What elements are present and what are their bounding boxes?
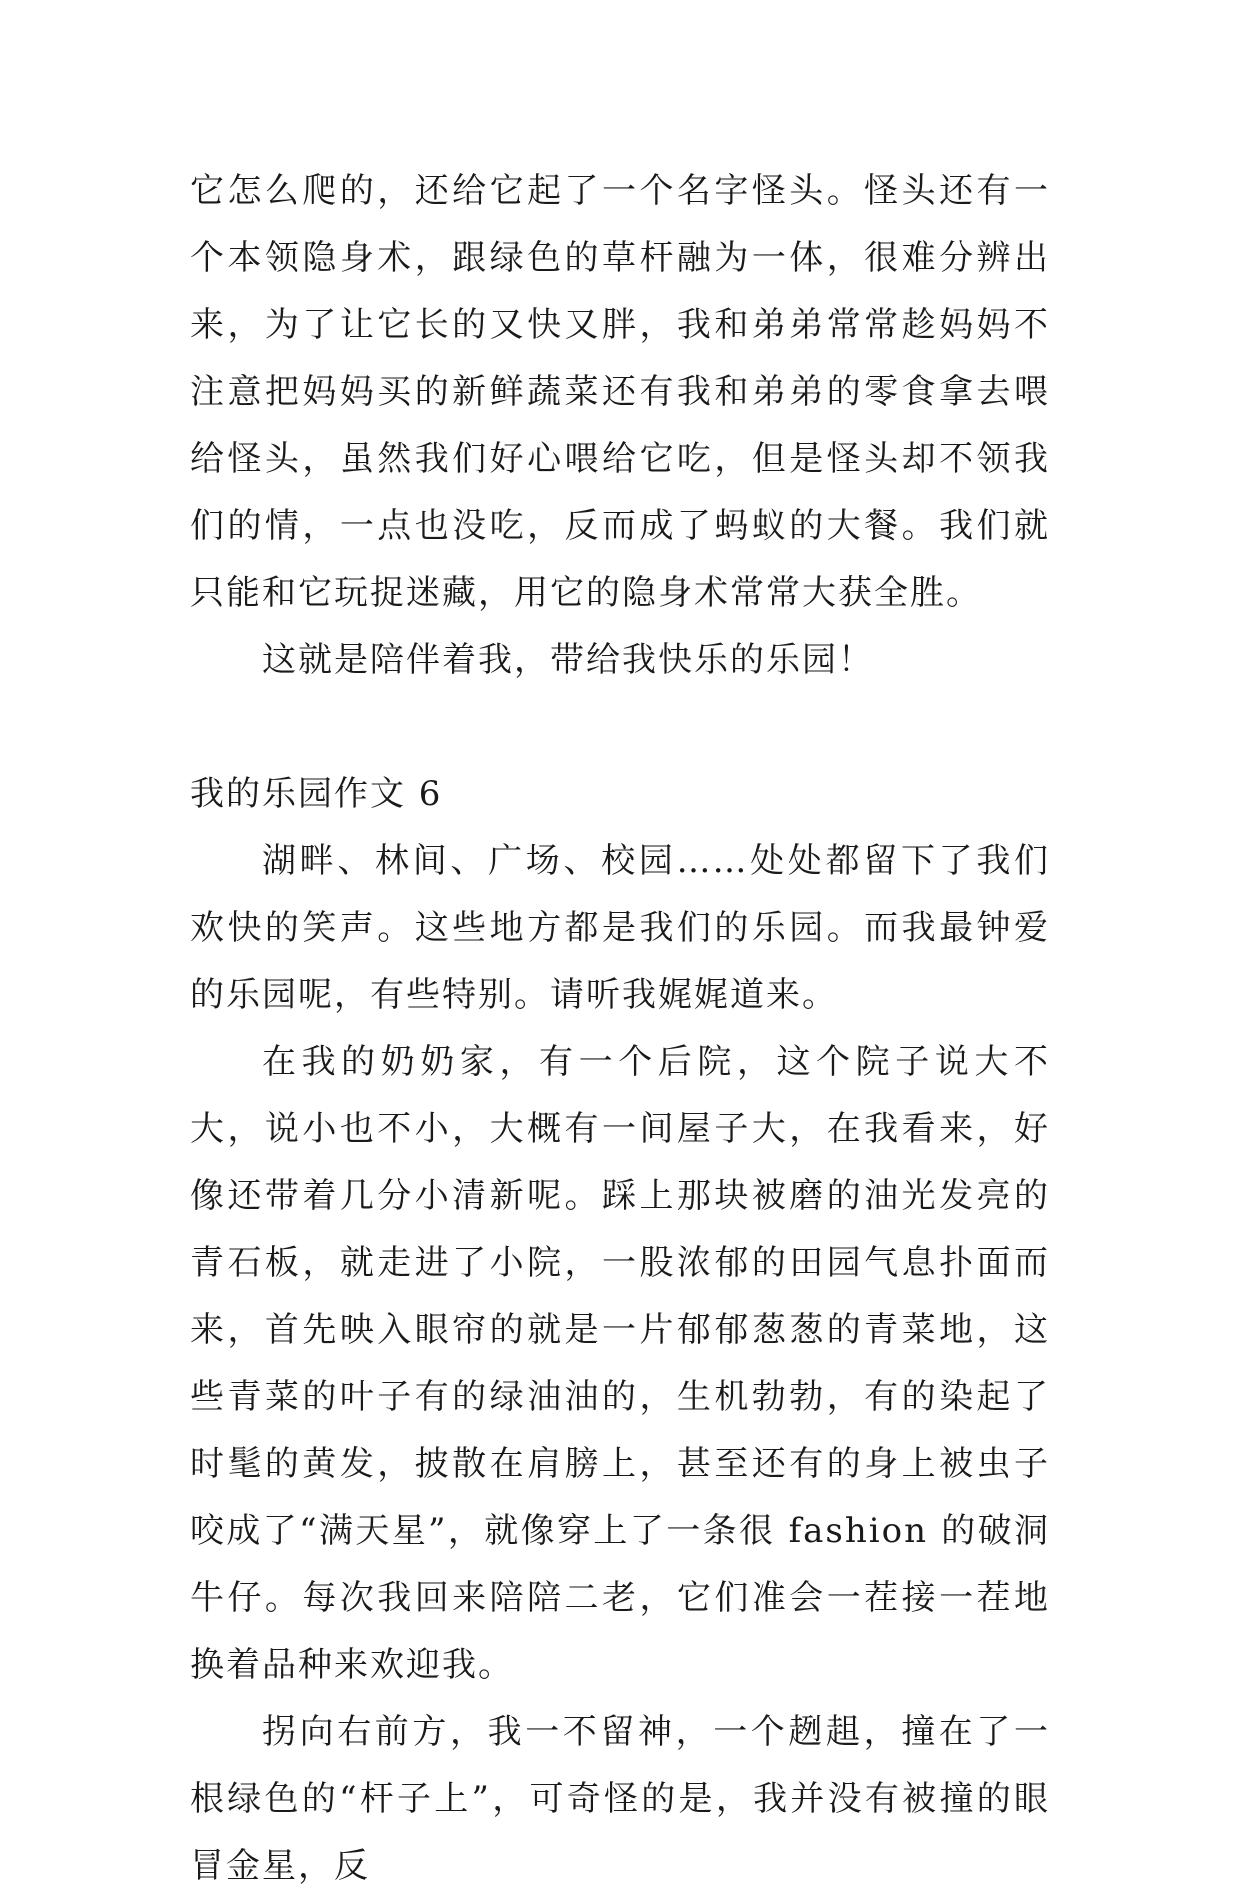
paragraph-closing: 这就是陪伴着我，带给我快乐的乐园！ [262,640,874,680]
document-body [190,158,1050,1900]
paragraph-continuation: 它怎么爬的，还给它起了一个名字怪头。怪头还有一个本领隐身术，跟绿色的草杆融为一体，很难分辨出来，为了让它长的又快又胖，我和弟弟常常趁妈妈不注意把妈妈买的新鲜蔬菜还有我和弟弟的零食拿去喂给怪头，虽然我们好心喂给它吃，但是怪头却不领我们的情，一点也没吃，反而成了蚂蚁的大餐。我们就只能和它玩捉迷藏，用它的隐身术常常大获全胜。 [190,171,1050,613]
paragraph-turn-right: 拐向右前方，我一不留神，一个趔趄，撞在了一根绿色的“杆子上”，可奇怪的是，我并没有被撞的眼冒金星，反 [190,1712,1050,1886]
paragraph-backyard: 在我的奶奶家，有一个后院，这个院子说大不大，说小也不小，大概有一间屋子大，在我看来，好像还带着几分小清新呢。踩上那块被磨的油光发亮的青石板，就走进了小院，一股浓郁的田园气息扑面而来，首先映入眼帘的就是一片郁郁葱葱的青菜地，这些青菜的叶子有的绿油油的，生机勃勃，有的染起了时髦的黄发，披散在肩膀上，甚至还有的身上被虫子咬成了“满天星”，就像穿上了一条很 fashion 的破洞牛仔。每次我回来陪陪二老，它们准会一茬接一茬地换着品种来欢迎我。 [190,1042,1050,1685]
section-title: 我的乐园作文 6 [190,774,443,814]
paragraph-intro: 湖畔、林间、广场、校园……处处都留下了我们欢快的笑声。这些地方都是我们的乐园。而我最钟爱的乐园呢，有些特别。请听我娓娓道来。 [190,841,1050,1015]
